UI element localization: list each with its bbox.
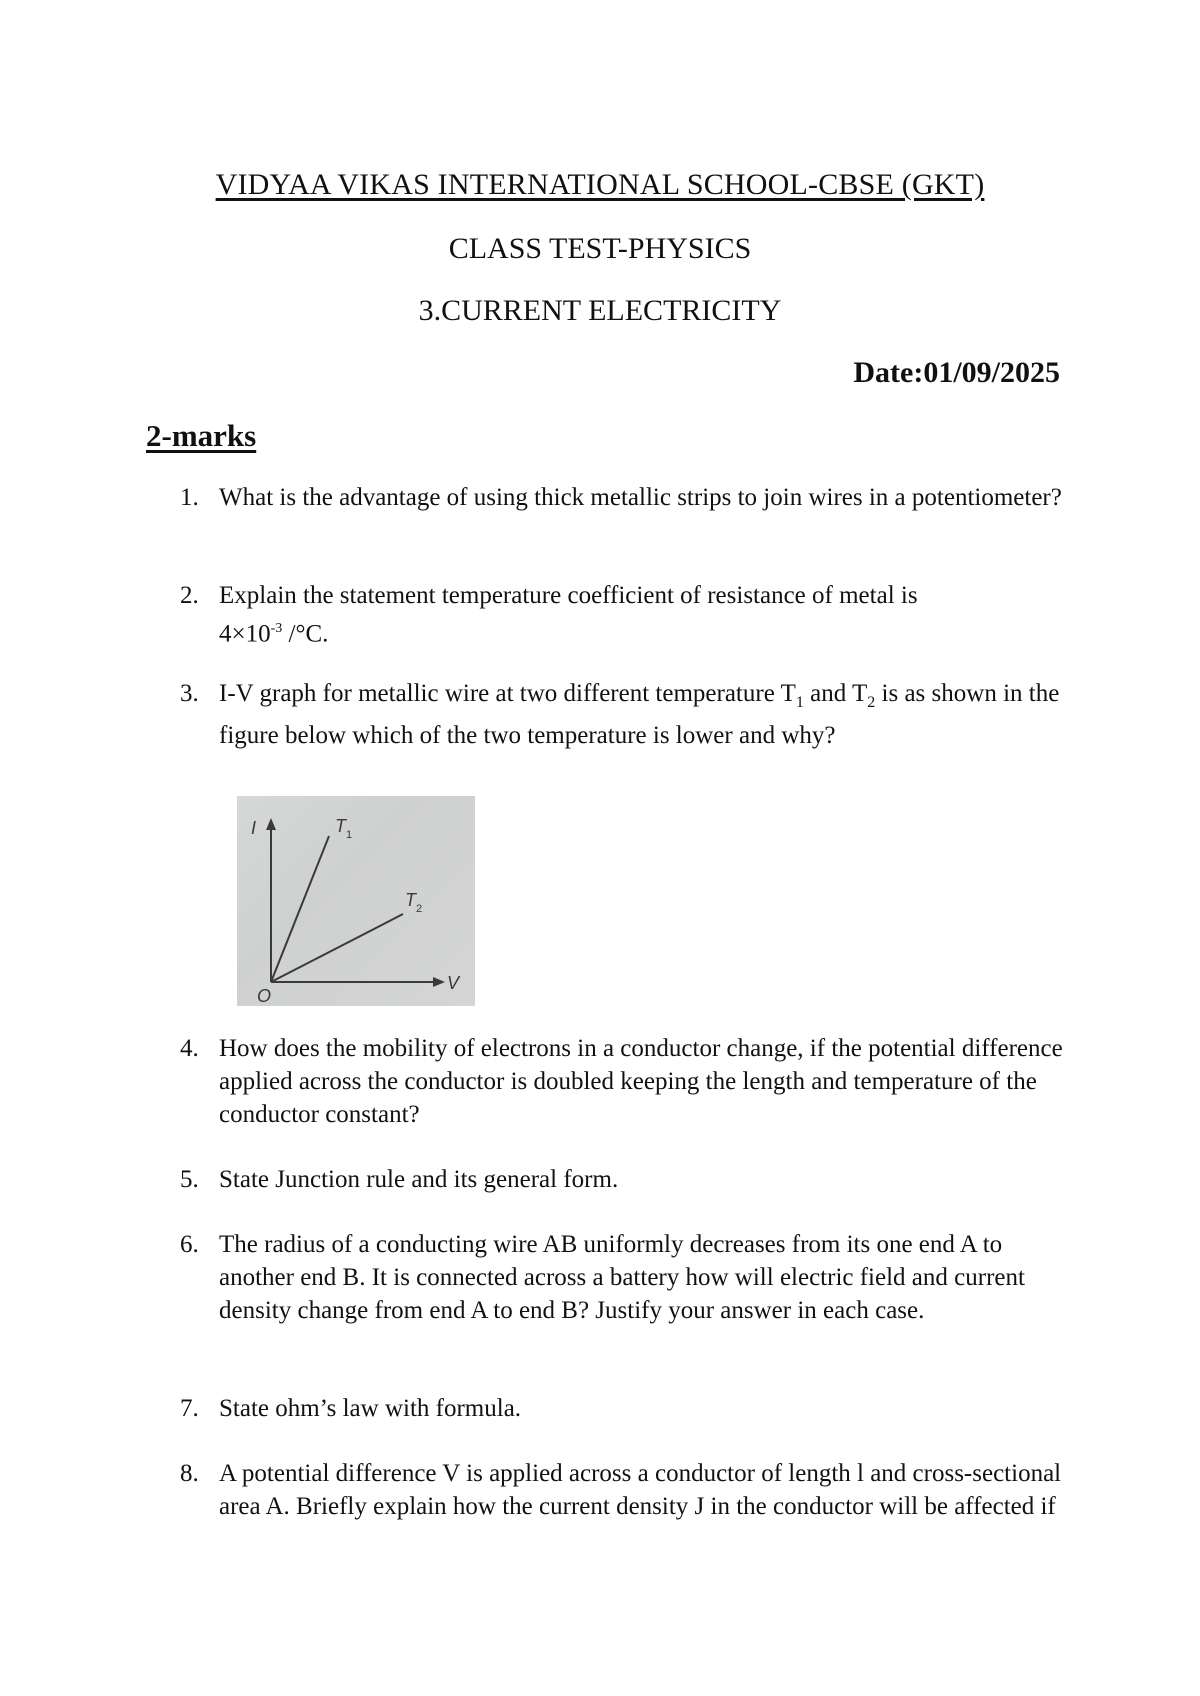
question-2 bbox=[180, 579, 1080, 650]
question-number: 2. bbox=[180, 582, 199, 609]
school-title: VIDYAA VIKAS INTERNATIONAL SCHOOL-CBSE (GKT) bbox=[215, 168, 985, 201]
iv-graph bbox=[237, 796, 475, 1006]
question-text: State Junction rule and its general form. bbox=[219, 1166, 619, 1193]
x-axis-label: V bbox=[447, 973, 460, 993]
question-text-part: Explain the statement temperature coefficient of resistance of metal is bbox=[219, 582, 918, 609]
iv-graph-figure bbox=[237, 796, 475, 1006]
question-text bbox=[219, 677, 1080, 752]
t2-line bbox=[271, 914, 403, 982]
subscript: 1 bbox=[795, 694, 804, 711]
question-5 bbox=[180, 1163, 1080, 1196]
test-title: CLASS TEST-PHYSICS bbox=[448, 232, 752, 265]
question-text bbox=[219, 579, 1080, 650]
question-text-part: 4×10 bbox=[219, 620, 271, 648]
question-text-part: and T bbox=[803, 680, 868, 707]
question-8 bbox=[180, 1457, 1080, 1523]
question-text: A potential difference V is applied across a conductor of length l and cross-sectional area A. Briefly explain how the current density J in the conductor will be affected if bbox=[219, 1460, 1062, 1520]
superscript: -3 bbox=[270, 621, 283, 636]
subscript: 2 bbox=[867, 694, 876, 711]
question-text: What is the advantage of using thick metallic strips to join wires in a potentiometer? bbox=[219, 484, 1062, 511]
chapter-title: 3.CURRENT ELECTRICITY bbox=[418, 294, 782, 327]
question-text: State ohm’s law with formula. bbox=[219, 1395, 522, 1422]
t2-label: T bbox=[405, 890, 416, 910]
question-text: The radius of a conducting wire AB uniformly decreases from its one end A to another end B. It is connected across a battery how will electric field and current density change from end A to end B? Justify your answer in each case. bbox=[219, 1231, 1025, 1324]
question-3 bbox=[180, 677, 1080, 752]
question-6 bbox=[180, 1228, 1080, 1327]
question-text-part: I-V graph for metallic wire at two different temperature T bbox=[219, 680, 796, 707]
t1-line bbox=[271, 836, 329, 982]
t1-label: T bbox=[335, 816, 346, 836]
question-number: 4. bbox=[180, 1035, 199, 1062]
t1-subscript: 1 bbox=[346, 829, 353, 841]
question-7 bbox=[180, 1392, 1080, 1425]
question-4 bbox=[180, 1032, 1080, 1131]
y-axis-label: I bbox=[251, 818, 257, 838]
question-text-part: /°C. bbox=[282, 620, 329, 648]
question-text: How does the mobility of electrons in a conductor change, if the potential difference applied across the conductor is doubled keeping the length and temperature of the conductor constant? bbox=[219, 1035, 1063, 1128]
x-axis-arrow bbox=[433, 977, 445, 987]
question-number: 6. bbox=[180, 1231, 199, 1258]
question-number: 7. bbox=[180, 1395, 199, 1422]
t2-subscript: 2 bbox=[416, 903, 423, 915]
question-number: 8. bbox=[180, 1460, 199, 1487]
origin-label: O bbox=[257, 986, 272, 1006]
question-number: 1. bbox=[180, 484, 199, 511]
test-date: Date:01/09/2025 bbox=[853, 356, 1060, 389]
y-axis-arrow bbox=[266, 818, 276, 830]
section-heading: 2-marks bbox=[146, 418, 257, 453]
question-number: 3. bbox=[180, 680, 199, 707]
question-number: 5. bbox=[180, 1166, 199, 1193]
question-1 bbox=[180, 481, 1080, 514]
question-text-part: is as shown in the figure below which of the two temperature is lower and why? bbox=[219, 680, 1060, 749]
